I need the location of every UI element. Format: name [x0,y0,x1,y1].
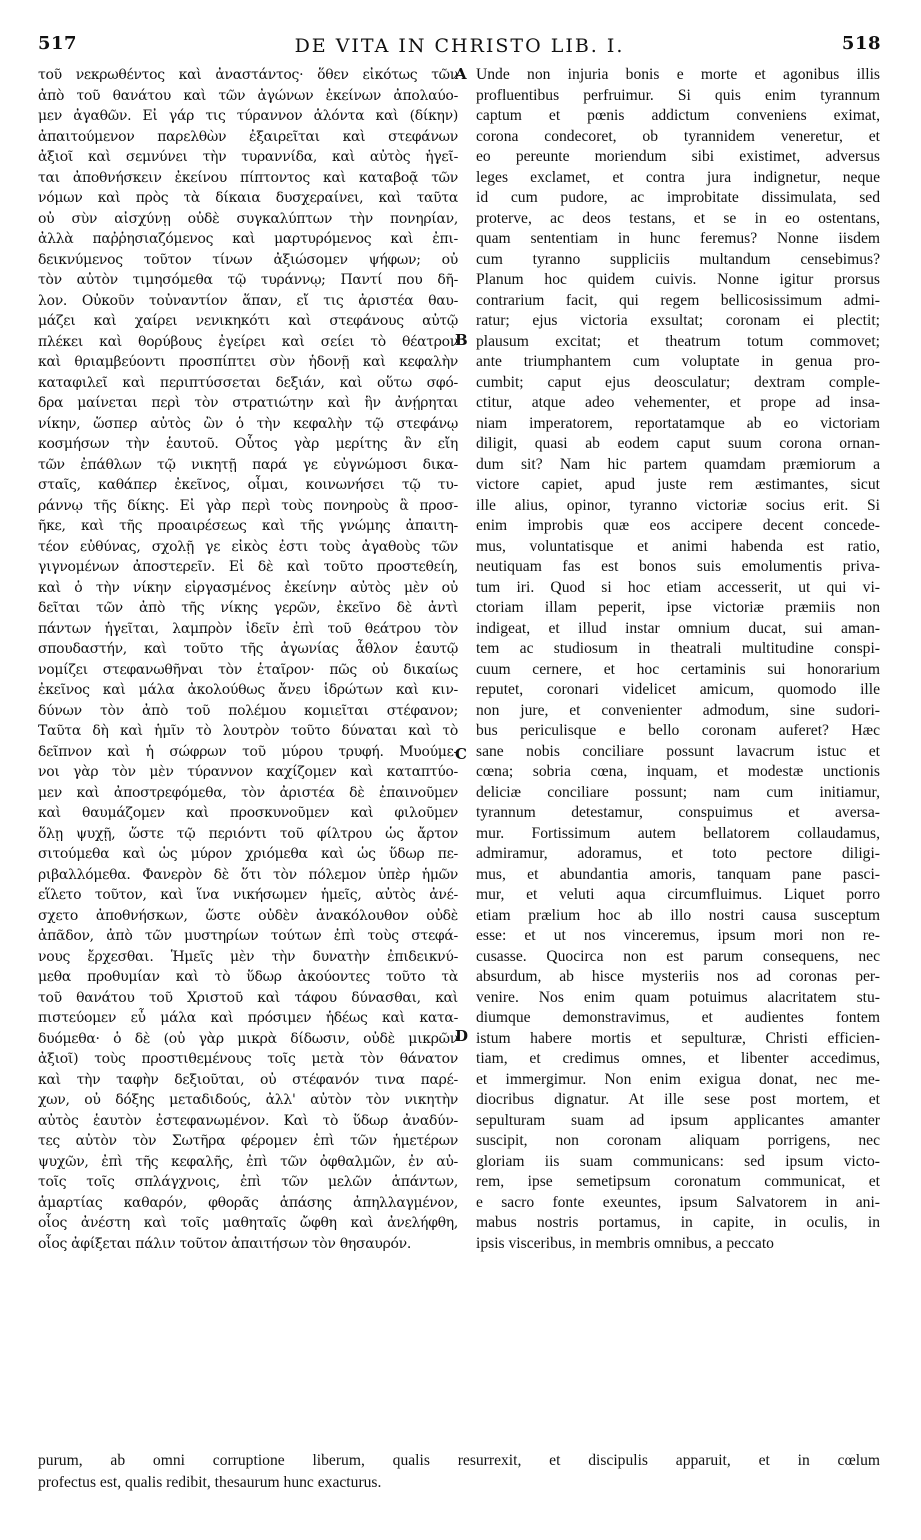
greek-text-line: νους ἔρχεσθαι. Ἡμεῖς μὲν τὴν δυνατὴν ἐπιδεικνύ- [38,948,458,965]
latin-text-line: dum sit? Nam hic partem quamdam præmiorum a [476,455,880,473]
greek-text-line: ἀπὸ τοῦ θανάτου καὶ τῶν ἀγώνων ἐκείνων ἀπολαύο- [38,87,458,104]
greek-text-line: πιστεύομεν εὖ μάλα καὶ πρόσιμεν ἡδέως καὶ κατα- [38,1010,458,1026]
section-marker-a: A [455,65,467,83]
greek-text-line: νομίζει στεφανωθῆναι τὸν ἑταῖρον· πῶς οὐ δικαίως [38,661,458,678]
greek-text-line: μεν καὶ ἀποστρεφόμεθα, τὸν ἀριστέα δὲ ἐπαινοῦμεν [38,784,458,801]
latin-text-line: sepulturam suam ad ipsum applicantes amanter [476,1111,880,1129]
greek-text-line: πάντων ἡγεῖται, λαμπρὸν ἰδεῖν ἐπὶ τοῦ θεάτρου τὸν [38,620,458,637]
greek-text-line: τὸν αὐτὸν τιμησόμεθα τῷ τυράννῳ; Παντί που δῆ- [38,272,458,288]
latin-text-line: Planum hoc quidem cuivis. Nonne igitur prorsus [476,271,880,288]
greek-text-line: χων, οὐ δόξης μεταδιδούς, ἀλλ' αὐτὸν τὸν νικητὴν [38,1092,458,1108]
greek-text-line: οἷος ἀνέστη καὶ τοῖς μαθηταῖς ὤφθη καὶ ἀνελήφθη, [38,1215,458,1231]
latin-text-line: ctitur, atque adeo vehementer, et prope ad insa- [476,394,880,411]
greek-text-line: πλέκει καὶ θορύβους ἐγείρει καὶ σείει τὸ θέατρον [38,333,458,350]
page-header [38,33,881,63]
latin-text-line: non jure, et convenienter admodum, sine sudori- [476,701,880,719]
latin-text-line: cum tyranno suppliciis multandum censebimus? [476,250,880,268]
greek-text-line: τες αὐτὸν τὸν Σωτῆρα φέρομεν ἐπὶ τῶν ἡμετέρων [38,1133,458,1149]
greek-text-line: ψυχῶν, ἐπὶ τῆς κεφαλῆς, ἐπὶ τῶν ὀφθαλμῶν, ἐν αὐ- [38,1153,458,1170]
latin-text-line: leges exclamet, et contra jura indignetur, neque [476,168,880,186]
latin-text-line: mus, voluntatisque et animi habenda est ratio, [476,537,880,555]
latin-text-line: contrarium facit, qui regem bellicosissimum admi- [476,291,880,309]
latin-text-line: corona condecoret, ob tyrannidem veneretur, et [476,127,880,145]
latin-text-line: bus periculisque e bello coronam auferet? Hæc [476,722,880,739]
latin-text-line: Unde non injuria bonis e morte et agonibus illis [476,66,880,83]
latin-text-line: mur. Fortissimum autem bellatorem collaudamus, [476,824,880,842]
latin-text-line: neutiquam fas est bonos suis emolumentis priva- [476,558,880,575]
latin-text-line: cumbit; caput ejus deosculatur; dextram comple- [476,373,880,391]
latin-text-line: et immergimur. Non enim exigua donat, nec me- [476,1070,880,1088]
greek-text-line: δυόμεθα· ὁ δὲ (οὐ γὰρ μικρὰ δίδωσιν, οὐδὲ μικρῶν [38,1030,458,1047]
footer-continuation [38,1450,880,1494]
latin-text-line: e sacro fonte exeuntes, ipsum Salvatorem in ani- [476,1193,880,1211]
latin-text-line: mabus nostris portamus, in capite, in oculis, in [476,1214,880,1231]
greek-text-line: οὐ σὺν αἰσχύνῃ οὐδὲ συγκαλύπτων τὴν πονηρίαν, [38,210,458,227]
greek-text-line: ὅλῃ ψυχῇ, ὥστε τῷ περιόντι τοῦ φίλτρου ὡς ἄρτον [38,825,458,842]
greek-text-line: σταῖς, καθάπερ ἐκεῖνος, οἶμαι, κοινωνήσει τῷ τυ- [38,477,458,493]
greek-text-line: νόμων καὶ πρὸς τὰ δίκαια δυσχεραίνει, καὶ ταῦτα [38,190,458,206]
latin-text-line: quam sententiam in hunc feremus? Nonne iisdem [476,230,880,247]
footer-text-line: profectus est, qualis redibit, thesaurum hunc exacturus. [38,1474,382,1491]
section-marker-b: B [455,331,468,349]
greek-text-line: καὶ θαυμάζομεν καὶ προσκυνοῦμεν καὶ φιλοῦμεν [38,805,458,821]
latin-text-line: tiam, et credimus omnes, et libenter accedimus, [476,1050,880,1067]
page-number-left: 517 [38,33,78,54]
greek-text-line: ἀπαιτούμενον παρελθὼν ἐξαιρεῖται καὶ στεφάνων [38,128,458,145]
latin-text-line: captum et pœnis addictum conveniens eximat, [476,107,880,124]
latin-text-line: id cum pudore, ac improbitate dissimulata, sed [476,189,880,206]
latin-text-line: esse: et ut nos vinceremus, ipsum mori non re- [476,927,880,944]
greek-text-line: νίκην, ὥσπερ αὐτὸς ὢν ὁ τὴν κεφαλὴν τῷ στεφάνῳ [38,415,458,432]
greek-text-line: Ταῦτα δὴ καὶ ἡμῖν τὸ λουτρὸν τοῦτο δύναται καὶ τὸ [38,723,458,739]
greek-text-line: τοῦ θανάτου τοῦ Χριστοῦ καὶ τάφου δύνασθαι, καὶ [38,989,458,1006]
greek-text-line: εἵλετο τοῦτον, καὶ ἵνα νικήσωμεν ἡμεῖς, αὐτὸς ἀνέ- [38,887,458,903]
greek-text-line: δεῖται τῶν ἀπὸ τῆς νίκης γερῶν, ἐκεῖνο δὲ ἀντὶ [38,600,458,616]
section-marker-d: D [455,1027,469,1045]
greek-text-line: αὐτὸς ἑαυτὸν ἐστεφανωμένον. Καὶ τὸ ὕδωρ ἀναδύν- [38,1112,458,1129]
latin-text-line: profluentibus perfruimur. Si quis enim tyrannum [476,86,880,104]
greek-text-line: ἀξιοῖ καὶ σεμνύνει τὴν τυραννίδα, καὶ αὐτὸς ἡγεῖ- [38,149,458,165]
greek-text-line: κοσμήσων τὴν ἑαυτοῦ. Οὗτος γὰρ μερίτης ἂν εἴη [38,436,458,452]
latin-text-line: istum habere mortis et sepulturæ, Christi efficien- [476,1029,880,1047]
greek-text-line: οἷος ἀφίξεται πάλιν τοῦτον ἀπαιτήσων τὸν θησαυρόν. [38,1235,412,1252]
greek-text-line: ἀξιοῖ) τοὺς προστιθεμένους τοῖς μετὰ τὸν θάνατον [38,1051,458,1067]
greek-text-line: ῆκε, καὶ τῆς προαιρέσεως καὶ τῆς γνώμης ἀπαιτη- [38,518,458,534]
greek-text-line: ἀλλὰ παῤῥησιαζόμενος καὶ μαρτυρόμενος καὶ ἐπι- [38,231,458,247]
greek-text-line: καταφιλεῖ καὶ περιπτύσσεται δεξιάν, καὶ οὕτω σφό- [38,374,458,391]
greek-column [38,65,458,1254]
latin-text-line: ille alius, opinor, tyranno victoriæ socius erit. Si [476,496,880,514]
latin-text-line: eo pereunte moriendum sibi existimet, adversus [476,148,880,165]
latin-text-line: diocribus dignatur. At ille sese post mortem, et [476,1091,880,1108]
latin-text-line: indigeat, et illud instar omnium ducat, sui aman- [476,619,880,637]
latin-text-line: ctoriam illam peperit, ipse victoriæ præmiis non [476,599,880,616]
greek-text-line: γιγνομένων ἀποστερεῖν. Εἰ δὲ καὶ τοῦτο προστεθείη, [38,559,458,575]
latin-text-line: gloriam iis suam communicans: sed ipsum victo- [476,1152,880,1170]
latin-text-line: ipsis visceribus, in membris omnibus, a peccato [476,1234,774,1252]
greek-text-line: ἀπᾶδον, ἀπὸ τῶν μυστηρίων τούτων ἐπὶ τοὺς στεφά- [38,928,458,944]
greek-text-line: ἁμαρτίας καθαρόν, φθορᾶς ἁπάσης ἀπηλλαγμένον, [38,1194,458,1211]
latin-text-line: mur, et veluti aqua circumfluimus. Liquet porro [476,886,880,903]
greek-text-line: σχετο ἀποθνήσκων, ὥστε οὐδὲν ἀνακόλουθον οὐδὲ [38,907,458,924]
latin-text-line: deliciæ conciliare possunt; nam cum initiamur, [476,783,880,801]
latin-text-line: venire. Nos enim quam potuimus alacritatem stu- [476,988,880,1006]
greek-text-line: τέον εὐθύνας, σχολῇ γε εἰκὸς ἐστι τοὺς ἀγαθοὺς τῶν [38,538,458,555]
greek-text-line: ριβαλλόμεθα. Φανερὸν δὲ ὅτι τὸν πόλεμον ὑπὲρ ἡμῶν [38,866,458,883]
latin-column [476,65,880,1254]
latin-text-line: suscipit, non coronam aliquam porrigens, nec [476,1132,880,1149]
greek-text-line: τοῦ νεκρωθέντος καὶ ἀναστάντος· ὅθεν εἰκότως τῶν [38,67,458,83]
greek-text-line: καὶ τὴν ταφὴν δεξιοῦται, οὐ στέφανόν τινα παρέ- [38,1071,458,1088]
latin-text-line: rem, ipse semetipsum coronatum communicat, et [476,1173,880,1190]
latin-text-line: cuum cernere, et hoc certaminis sui honorarium [476,660,880,678]
greek-text-line: λον. Οὐκοῦν τοὐναντίον ἅπαν, εἴ τις ἀριστέα θαυ- [38,292,458,309]
latin-text-line: etiam prælium hoc ab illo nostri causa susceptum [476,906,880,924]
greek-text-line: δεικνύμενος τοῦτον τίνων ἀξιώσομεν ψήφων; οὐ [38,251,458,268]
latin-text-line: victore capiet, apud juste rem æstimantes, sicut [476,476,880,493]
greek-text-line: καὶ θριαμβεύοντι προσπίπτει σὺν ἡδονῇ καὶ κεφαλὴν [38,354,458,370]
latin-text-line: tyrannum detestamur, conspuimus et aversa- [476,804,880,821]
latin-text-line: ante triumphantem cum voluptate in genua pro- [476,353,880,370]
latin-text-line: proterve, ac deos testans, et se in eo ostentans, [476,209,880,227]
greek-text-line: μάζει καὶ χαίρει νενικηκότι καὶ στεφάνους αὐτῷ [38,313,458,329]
footer-text-line: purum, ab omni corruptione liberum, qualis resurrexit, et discipulis apparuit, et in cœlum [38,1452,880,1469]
greek-text-line: ράννῳ τῆς δίκης. Εἰ γὰρ περὶ τοὺς πονηροὺς ἃ προσ- [38,497,458,514]
greek-text-line: ται ἀποθνήσκειν ἐκείνου πίπτοντος καὶ καταβοᾷ τῶν [38,169,458,186]
greek-text-line: νοι γὰρ τὸν μὲν τύραννον καχίζομεν καὶ καταπτύο- [38,764,458,780]
latin-text-line: diligit, quasi ab eodem caput suum corona ornan- [476,435,880,452]
latin-text-line: mus, et abundantia amoris, tanquam pane pasci- [476,865,880,883]
latin-text-line: ratur; ejus victoria exsultat; coronam ei plectit; [476,312,880,329]
latin-text-line: absurdum, ab hisce mysteriis nos ad coronas per- [476,968,880,985]
greek-text-line: μεν ἀγαθῶν. Εἰ γάρ τις τύραννον ἁλόντα καὶ (δίκην) [38,108,458,124]
latin-text-line: niam imperatorem, reportatamque ab eo victoriam [476,414,880,432]
latin-text-line: cusasse. Quocirca non est parum consequens, nec [476,947,880,965]
greek-text-line: σπουδαστήν, καὶ τοῦτο τῆς ἀγωνίας ἆθλον ἑαυτῷ [38,641,458,657]
latin-text-line: reputet, coronari videlicet amicum, quomodo ille [476,681,880,698]
greek-text-line: ἐκεῖνος καὶ μάλα ἀκολούθως ἄνευ ἱδρώτων καὶ κιν- [38,682,458,698]
latin-text-line: cœna; sobria cœna, inquam, et modestæ unctionis [476,763,880,780]
greek-text-line: δεῖπνον καὶ ἡ σώφρων τοῦ μύρου τρυφή. Μυούμε- [38,743,458,760]
latin-text-line: admiramur, adoramus, et toto pectore diligi- [476,845,880,862]
running-title: DE VITA IN CHRISTO LIB. I. [294,35,625,57]
greek-text-line: σιτούμεθα καὶ ὡς μύρον χριόμεθα καὶ ὡς ὕδωρ πε- [38,846,458,862]
section-marker-c: C [455,745,467,763]
latin-text-line: plausum excitat; et theatrum totum commovet; [476,332,880,350]
greek-text-line: δρα μαίνεται περὶ τὸν στρατιώτην καὶ ἣν ἀνῄρηται [38,395,458,411]
greek-text-line: μεθα προθυμίαν καὶ τὸ ὕδωρ ἀκούοντες τοῦτο τὰ [38,969,458,985]
greek-text-line: δύνων τὸν ἀπὸ τοῦ πολέμου κομιεῖται στέφανον; [38,702,458,719]
latin-text-line: enim improbis quæ eos accipere decent concede- [476,517,880,534]
greek-text-line: τῶν ἐπάθλων τῷ νικητῇ παρά γε εὐγνώμοσι δικα- [38,456,458,473]
greek-text-line: τοῖς τοῖς σπλάγχνοις, ἐπὶ τῶν μελῶν ἁπάντων, [38,1174,458,1190]
page-number-right: 518 [841,33,881,54]
latin-text-line: diumque demonstravimus, et audientes fontem [476,1009,880,1026]
latin-text-line: sane nobis conciliare possunt lavacrum istuc et [476,742,880,760]
latin-text-line: tum iri. Quod si hoc etiam accesserit, ut qui vi- [476,578,880,596]
latin-text-line: tem ac studiosum in theatrali multitudine conspi- [476,640,880,657]
greek-text-line: καὶ ὁ τὴν νίκην εἰργασμένος ἐκείνην αὐτὸς μὲν οὐ [38,579,458,596]
